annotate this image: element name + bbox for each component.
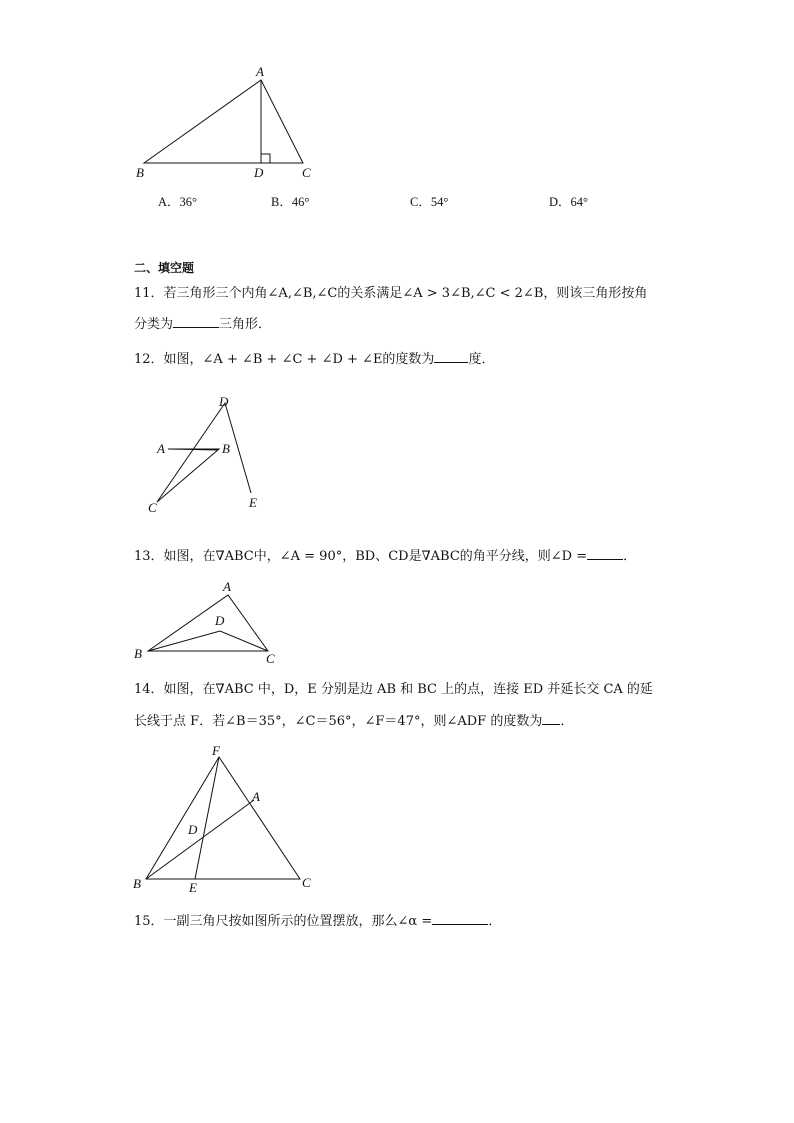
q14-text: 长线于点 F．若∠B＝35°，∠C＝56°，∠F＝47°，则∠ADF 的度数为 xyxy=(134,714,543,729)
q13-line xyxy=(134,546,636,566)
label-C: C xyxy=(302,875,311,890)
extended-line-figure xyxy=(128,740,328,900)
label-B: B xyxy=(134,646,142,661)
option-d[interactable]: D．64° xyxy=(549,195,589,209)
q13-text-end: ． xyxy=(623,549,637,564)
q11-line2 xyxy=(134,314,271,334)
label-A: A xyxy=(223,579,231,594)
q13-answer-blank[interactable] xyxy=(587,546,623,560)
q12-answer-blank[interactable] xyxy=(434,349,468,363)
q14-answer-blank[interactable] xyxy=(542,711,560,725)
label-A: A xyxy=(256,64,264,79)
option-b[interactable]: B．46° xyxy=(271,195,310,209)
label-C: C xyxy=(266,651,275,666)
q11-answer-blank[interactable] xyxy=(173,314,219,328)
label-D: D xyxy=(215,613,225,628)
label-E: E xyxy=(189,880,197,895)
q12-text: 12．如图，∠A + ∠B + ∠C + ∠D + ∠E的度数为 xyxy=(134,352,435,367)
q14-line2 xyxy=(134,711,573,731)
label-E: E xyxy=(249,495,257,510)
label-D: D xyxy=(254,165,264,180)
q15-text: 15．一副三角尺按如图所示的位置摆放，那么∠α = xyxy=(134,914,433,929)
q14-text-end: ． xyxy=(560,714,574,729)
star-figure xyxy=(140,390,280,520)
q14-line1: 14．如图，在∇ABC 中，D，E 分别是边 AB 和 BC 上的点，连接 ED 并延长交 CA 的延 xyxy=(134,682,653,697)
section-title: 二、填空题 xyxy=(134,261,195,275)
label-B: B xyxy=(136,165,144,180)
label-A: A xyxy=(252,789,260,804)
label-A: A xyxy=(157,441,165,456)
label-D: D xyxy=(188,822,198,837)
label-B: B xyxy=(222,441,230,456)
option-c[interactable]: C．54° xyxy=(410,195,449,209)
label-B: B xyxy=(133,876,141,891)
option-a[interactable]: A．36° xyxy=(158,195,198,209)
q11-line1: 11．若三角形三个内角∠A,∠B,∠C的关系满足∠A > 3∠B,∠C < 2∠B，则该三角形按角 xyxy=(134,286,648,301)
angle-bisector-figure xyxy=(128,575,288,667)
q12-line xyxy=(134,349,494,369)
label-F: F xyxy=(212,743,220,758)
label-D: D xyxy=(219,394,229,409)
triangle-altitude-figure xyxy=(130,60,330,185)
q11-text-b: 三角形． xyxy=(219,317,272,332)
q11-text-a: 分类为 xyxy=(134,317,174,332)
label-C: C xyxy=(148,500,157,515)
q15-line xyxy=(134,911,501,931)
q13-text: 13．如图，在∇ABC中，∠A = 90°，BD、CD是∇ABC的角平分线，则∠D = xyxy=(134,549,588,564)
q15-answer-blank[interactable] xyxy=(432,911,488,925)
q12-text-end: 度． xyxy=(468,352,495,367)
q15-text-end: ． xyxy=(488,914,502,929)
label-C: C xyxy=(302,165,311,180)
